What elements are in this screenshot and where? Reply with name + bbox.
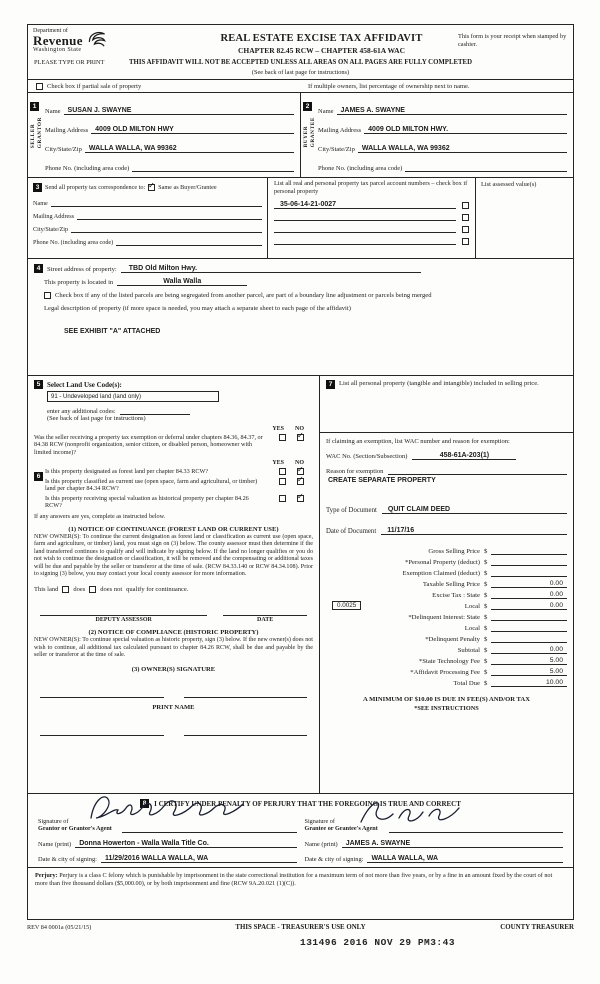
see-back-note: (See back of last page for instructions) [251, 69, 350, 76]
buyer-grantee-side-label: BUYER GRANTEE [303, 117, 316, 148]
corr-address-input[interactable] [77, 212, 262, 220]
yes-header: YES [272, 426, 284, 432]
buyer-name-input[interactable]: JAMES A. SWAYNE [337, 107, 567, 115]
seller-address-label: Mailing Address [45, 127, 89, 134]
form-title: REAL ESTATE EXCISE TAX AFFIDAVIT [220, 33, 423, 44]
parcel-numbers-header: List all real and personal property tax parcel account numbers – check box if personal property [274, 180, 468, 195]
amount-row: Local $ [326, 621, 567, 632]
section-marker-7: 7 [326, 380, 335, 389]
amount-row: *State Technology Fee $ 5.00 [326, 654, 567, 665]
wac-number-input[interactable]: 458-61A-203(1) [412, 452, 516, 460]
perjury-lead: Perjury: [35, 872, 58, 879]
assessed-values-header: List assessed value(s) [481, 181, 537, 188]
property-section [28, 258, 573, 375]
additional-codes-label: enter any additional codes: [47, 408, 116, 415]
grantee-certify-block [301, 811, 568, 863]
amount-row: Total Due $ 10.00 [326, 676, 567, 687]
same-as-buyer-label: Same as Buyer/Grantee [158, 183, 217, 191]
lower-section [28, 375, 573, 793]
if-yes-note: If any answers are yes, complete as instructed below. [34, 512, 166, 520]
legal-description-value[interactable]: SEE EXHIBIT "A" ATTACHED [64, 328, 161, 335]
additional-codes-input[interactable] [120, 407, 190, 415]
reason-input-line[interactable] [388, 467, 567, 475]
section-marker-5: 5 [34, 380, 43, 389]
historic-question: Is this property receiving special valuation as historical property per chapter 84.26 RCW? [45, 494, 249, 510]
notice1-body: NEW OWNER(S): To continue the current designation as forest land or classification as current use (open space, farm and agriculture, or timber) land, you must sign on (3) below. The county assessor must then determine if the land transferred continues to qualify and will indicate by signing below. If the land no longer qualifies or you do not wish to continue the designation or classification, it will be removed and the compensating or additional taxes will be due and payable by the seller or transferor at the time of sale. (RCW 84.33.140 or RCW 84.34.108). Prior to signing (3) below, you may contact your local county assessor for more information. [34, 533, 313, 578]
land-use-select-label: Select Land Use Code(s): [47, 380, 122, 389]
seller-name-label: Name [45, 108, 61, 115]
owner-signature-line-1[interactable] [40, 687, 164, 698]
see-instructions-note: *SEE INSTRUCTIONS [414, 705, 479, 712]
parcel-number-input[interactable] [274, 237, 456, 245]
owner-signature-line-2[interactable] [184, 687, 308, 698]
buyer-name-label: Name [318, 108, 334, 115]
wac-label: WAC No. (Section/Subsection) [326, 453, 408, 460]
corr-csz-input[interactable] [71, 225, 262, 233]
seller-grantor-side-label: SELLER GRANTOR [30, 117, 43, 149]
gross-selling-price-input[interactable] [491, 547, 567, 555]
amount-row: Gross Selling Price $ [326, 544, 567, 555]
amount-row: 0.0025 Local $ 0.00 [326, 599, 567, 610]
does-label: does [73, 586, 86, 594]
owner-print-name-line-2[interactable] [184, 725, 308, 736]
section-marker-2: 2 [303, 102, 312, 111]
grantee-signature-line[interactable] [389, 832, 564, 833]
excise-tax-local-value: 0.00 [491, 602, 567, 610]
affidavit-processing-fee-value: 5.00 [491, 668, 567, 676]
seller-phone-input[interactable] [132, 164, 294, 172]
deferral-question: Was the seller receiving a property tax exemption or deferral under chapters 84.36, 84.37, or 84.38 RCW (nonprofit organization, senior citizen, or disabled person, homeowner with limited income)? [34, 434, 263, 456]
seller-address-input[interactable]: 4009 OLD MILTON HWY [91, 126, 294, 134]
checkmark-icon: ✓ [148, 180, 155, 190]
seller-section [28, 93, 301, 177]
form-chapter: CHAPTER 82.45 RCW – CHAPTER 458-61A WAC [237, 46, 406, 55]
multiple-owners-label: If multiple owners, list percentage of ownership next to name. [308, 83, 470, 90]
amount-row: Exemption Claimed (deduct) $ [326, 566, 567, 577]
state-technology-fee-value: 5.00 [491, 657, 567, 665]
partial-sale-checkbox[interactable] [36, 83, 43, 90]
form-revision-number: REV 84 0001a (05/21/15) [27, 924, 92, 931]
footer-row [27, 924, 574, 931]
parcel-personal-checkbox-4[interactable] [462, 238, 469, 245]
parcel-number-input[interactable]: 35-06-14-21-0027 [274, 201, 456, 209]
segregated-checkbox[interactable] [44, 292, 51, 299]
no-header: NO [295, 460, 304, 467]
amount-row: *Delinquent Interest: State $ [326, 610, 567, 621]
designation-block [34, 460, 313, 509]
agency-state: Washington State [33, 47, 82, 53]
this-land-label: This land [34, 586, 59, 594]
checkmark-icon: ✓ [297, 491, 304, 501]
same-as-buyer-checkbox[interactable] [148, 180, 155, 191]
corr-phone-input[interactable] [116, 238, 262, 246]
receipt-note: This form is your receipt when stamped by cashier. [458, 33, 567, 48]
parcel-personal-checkbox-1[interactable] [462, 202, 469, 209]
section-marker-4: 4 [34, 264, 43, 273]
agency-name: Revenue [33, 33, 83, 48]
doc-type-input[interactable]: QUIT CLAIM DEED [382, 506, 567, 514]
qualify-label: qualify for continuance. [126, 586, 189, 594]
grantor-name-print-label: Name (print) [38, 841, 72, 848]
street-address-label: Street address of property: [47, 266, 117, 273]
grantor-certify-block [34, 811, 301, 863]
section-marker-3: 3 [33, 183, 42, 192]
buyer-csz-label: City/State/Zip [318, 146, 355, 153]
perjury-body: Perjury is a class C felony which is punishable by imprisonment in the state correctional institution for a maximum term of not more than five years, or by a fine in an amount fixed by the court of not more than five thousand dollars ($5,000.00), or by both imprisonment and fine (RCW 9A.20.021 (1)(C)). [35, 872, 553, 888]
parties-section [28, 92, 573, 177]
grantee-date-city-input[interactable]: WALLA WALLA, WA [367, 855, 563, 863]
doc-type-label: Type of Document [326, 507, 377, 514]
grantee-name-print-label: Name (print) [304, 841, 338, 848]
agency-dept-line: Department of [33, 28, 68, 34]
grantee-agent-label: Grantee or Grantee's Agent [304, 825, 378, 833]
yes-header: YES [272, 460, 284, 467]
deputy-date-label: DATE [257, 617, 274, 624]
warning-line: THIS AFFIDAVIT WILL NOT BE ACCEPTED UNLESS ALL AREAS ON ALL PAGES ARE FULLY COMPLETED [129, 59, 472, 66]
certify-section [28, 793, 573, 867]
exemption-claim-label: If claiming an exemption, list WAC number and reason for exemption: [326, 438, 510, 445]
corr-name-label: Name [33, 200, 48, 207]
does-not-qualify-checkbox[interactable] [89, 586, 96, 593]
buyer-csz-input[interactable]: WALLA WALLA, WA 99362 [358, 145, 567, 153]
total-due-value: 10.00 [491, 679, 567, 687]
print-name-title: PRINT NAME [152, 703, 195, 711]
taxable-selling-price-value: 0.00 [491, 580, 567, 588]
form-frame [27, 24, 574, 920]
exemption-claimed-input[interactable] [491, 569, 567, 577]
does-not-label: does not [100, 586, 123, 594]
deferral-no-checkbox[interactable] [297, 431, 304, 441]
reason-value[interactable]: CREATE SEPARATE PROPERTY [328, 477, 436, 484]
land-use-column [28, 376, 320, 793]
current-use-no-checkbox[interactable] [297, 474, 304, 485]
located-in-input[interactable]: Walla Walla [117, 278, 247, 286]
personal-property-input-area[interactable] [320, 389, 573, 433]
checkmark-icon: ✓ [297, 465, 304, 475]
seller-csz-label: City/State/Zip [45, 146, 82, 153]
segregated-label: Check box if any of the listed parcels are being segregated from another parcel, are part of a boundary line adjustment or parcels being merged [55, 292, 432, 299]
personal-property-deduct-input[interactable] [491, 558, 567, 566]
current-use-yes-checkbox[interactable] [279, 478, 286, 485]
seller-csz-input[interactable]: WALLA WALLA, WA 99362 [85, 145, 294, 153]
seller-name-input[interactable]: SUSAN J. SWAYNE [64, 107, 294, 115]
grantor-signature-of-label: Signature of [38, 817, 69, 825]
checkmark-icon: ✓ [297, 431, 304, 440]
personal-property-label: List all personal property (tangible and intangible) included in selling price. [339, 380, 539, 387]
checkmark-icon: ✓ [297, 474, 304, 484]
dor-logo-icon [86, 28, 108, 50]
forest-yes-checkbox[interactable] [279, 468, 286, 475]
parcel-number-input[interactable] [274, 213, 456, 221]
owners-signature-title: (3) OWNER(S) SIGNATURE [131, 665, 216, 673]
amount-row: *Affidavit Processing Fee $ 5.00 [326, 665, 567, 676]
parcel-number-input[interactable] [274, 225, 456, 233]
historic-yes-checkbox[interactable] [279, 495, 286, 502]
grantee-date-city-label: Date & city of signing: [304, 856, 364, 863]
seller-phone-label: Phone No. (including area code) [45, 165, 130, 172]
does-qualify-checkbox[interactable] [62, 586, 69, 593]
amount-row: Excise Tax : State $ 0.00 [326, 588, 567, 599]
amount-row: Subtotal $ 0.00 [326, 643, 567, 654]
corr-address-label: Mailing Address [33, 213, 75, 220]
please-type-label: PLEASE TYPE OR PRINT [34, 59, 105, 66]
corr-name-input[interactable] [51, 199, 262, 207]
delinquent-penalty-input[interactable] [491, 635, 567, 643]
certify-statement: I CERTIFY UNDER PENALTY OF PERJURY THAT THE FOREGOING IS TRUE AND CORRECT [154, 799, 461, 808]
land-use-code-select[interactable]: 91 - Undeveloped land (land only) [47, 391, 219, 402]
grantor-signature-line[interactable] [122, 832, 297, 833]
perjury-section [28, 867, 573, 919]
buyer-address-input[interactable]: 4009 OLD MILTON HWY. [364, 126, 567, 134]
section-marker-8: 8 [140, 799, 149, 808]
excise-column [320, 376, 573, 793]
corr-csz-label: City/State/Zip [33, 226, 69, 233]
deputy-date-line[interactable] [223, 605, 307, 616]
section-marker-6: 6 [34, 472, 43, 481]
amounts-table [326, 544, 567, 687]
land-use-see-back: (See back of last page for instructions) [47, 415, 146, 422]
deputy-assessor-signature-line[interactable] [40, 605, 207, 616]
no-header: NO [295, 426, 304, 432]
partial-sale-label: Check box if partial sale of property [47, 82, 142, 90]
doc-date-input[interactable]: 11/17/16 [381, 527, 567, 535]
correspondence-section [28, 177, 573, 258]
buyer-address-label: Mailing Address [318, 127, 362, 134]
header-section [28, 25, 573, 79]
parcel-personal-checkbox-3[interactable] [462, 226, 469, 233]
current-use-question: Is this property classified as current use (open space, farm and agricultural, or timber) land per chapter 84.34 RCW? [45, 477, 258, 493]
excise-tax-state-value: 0.00 [491, 591, 567, 599]
street-address-input[interactable]: TBD Old Milton Hwy. [121, 265, 421, 273]
amount-row: Taxable Selling Price $ 0.00 [326, 577, 567, 588]
county-treasurer-label: COUNTY TREASURER [500, 924, 574, 931]
subtotal-value: 0.00 [491, 646, 567, 654]
legal-description-label: Legal description of property (if more space is needed, you may attach a separate sheet to each page of the affidavit) [44, 305, 351, 312]
forest-land-question: Is this property designated as forest land per chapter 84.33 RCW? [45, 468, 209, 476]
buyer-phone-label: Phone No. (including area code) [318, 165, 403, 172]
historic-no-checkbox[interactable] [297, 491, 304, 502]
deferral-yes-checkbox[interactable] [279, 434, 286, 441]
buyer-section [301, 93, 573, 177]
notice1-title: (1) NOTICE OF CONTINUANCE (FOREST LAND OR CURRENT USE) [68, 525, 279, 533]
grantee-signature-of-label: Signature of [304, 817, 335, 825]
doc-date-label: Date of Document [326, 528, 377, 535]
agency-block [33, 28, 185, 59]
grantor-agent-label: Grantor or Grantor's Agent [38, 825, 112, 833]
grantor-name-input[interactable]: Donna Howerton - Walla Walla Title Co. [75, 840, 296, 848]
owner-print-name-line-1[interactable] [40, 725, 164, 736]
parcel-personal-checkbox-2[interactable] [462, 214, 469, 221]
corr-phone-label: Phone No. (including area code) [33, 239, 114, 246]
notice2-title: (2) NOTICE OF COMPLIANCE (HISTORIC PROPERTY) [88, 629, 259, 637]
section-marker-1: 1 [30, 102, 39, 111]
located-in-label: This property is located in [44, 279, 114, 286]
cashier-date-stamp: 131496 2016 NOV 29 PM3:43 [300, 937, 456, 948]
delinquent-interest-local-input[interactable] [491, 624, 567, 632]
local-rate-box: 0.0025 [332, 601, 361, 610]
deputy-assessor-label: DEPUTY ASSESSOR [95, 617, 152, 624]
treasurer-space-label: THIS SPACE - TREASURER'S USE ONLY [235, 924, 366, 931]
amount-row: *Delinquent Penalty $ [326, 632, 567, 643]
grantor-date-city-label: Date & city of signing: [38, 856, 97, 863]
partial-sale-row [28, 79, 573, 92]
reason-label: Reason for exemption [326, 468, 384, 475]
notice2-body: NEW OWNER(S): To continue special valuation as historic property, sign (3) below. If the new owner(s) does not wish to continue, all additional tax calculated pursuant to chapter 84.26 RCW, shall be due and payable by the seller or transferor at the time of sale. [34, 637, 313, 659]
buyer-phone-input[interactable] [405, 164, 567, 172]
amount-row: *Personal Property (deduct) $ [326, 555, 567, 566]
grantor-date-city-input[interactable]: 11/29/2016 WALLA WALLA, WA [101, 855, 297, 863]
minimum-due-note: A MINIMUM OF $10.00 IS DUE IN FEE(S) AND/OR TAX [363, 696, 530, 703]
send-correspondence-label: Send all property tax correspondence to: [45, 183, 146, 191]
delinquent-interest-state-input[interactable] [491, 613, 567, 621]
grantee-name-input[interactable]: JAMES A. SWAYNE [342, 840, 563, 848]
